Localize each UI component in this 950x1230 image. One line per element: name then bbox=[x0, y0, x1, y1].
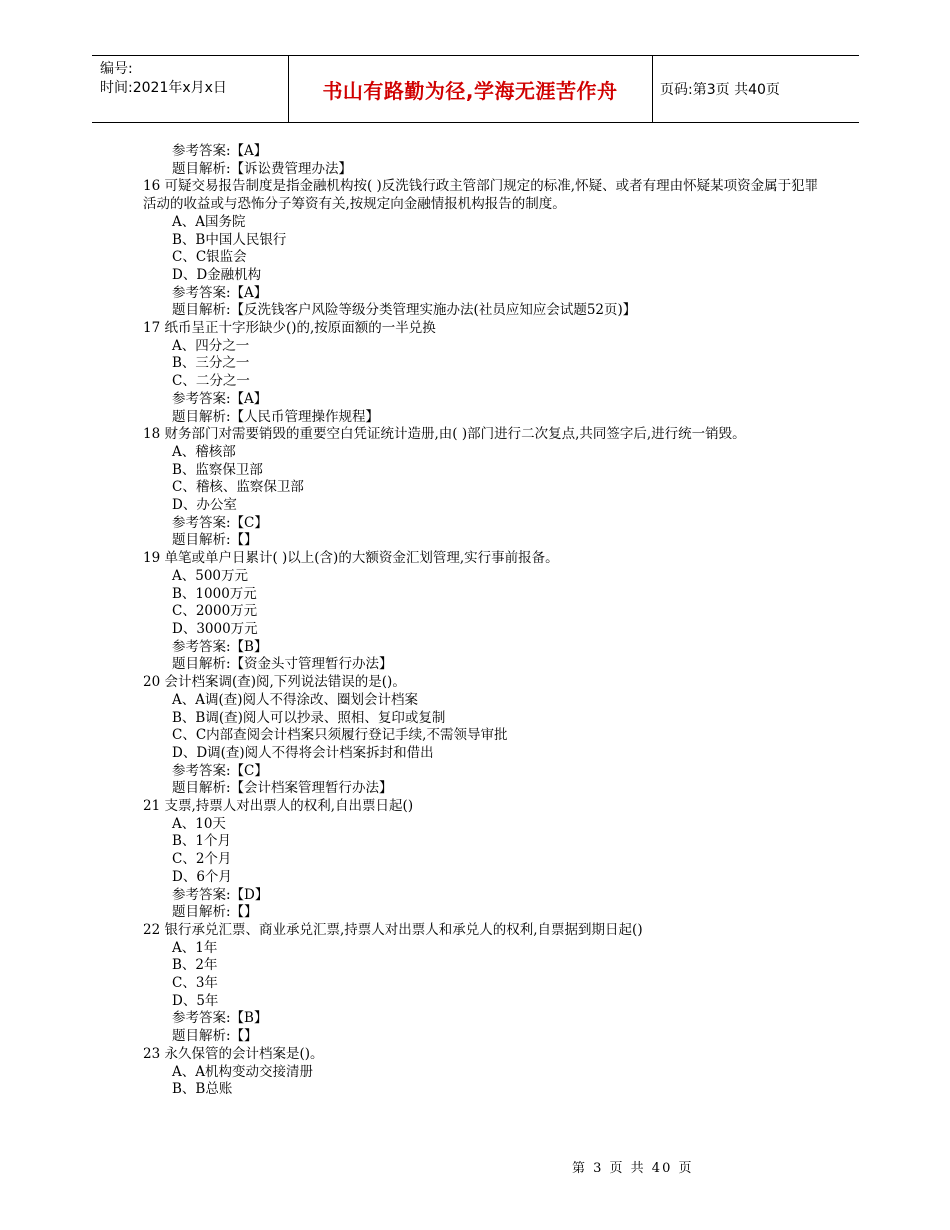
answer-line: 参考答案:【C】 bbox=[172, 514, 268, 531]
question-16: 16 可疑交易报告制度是指金融机构按( )反洗钱行政主管部门规定的标准,怀疑、或者有理由怀疑某项资金属于犯罪活动的收益或与恐怖分子筹资有关,按规定向金融情报机构报告的制度。 bbox=[143, 178, 819, 213]
analysis-line: 题目解析:【反洗钱客户风险等级分类管理实施办法(社员应知应会试题52页)】 bbox=[172, 302, 637, 319]
option-line: C、2个月 bbox=[172, 851, 232, 868]
page-header bbox=[92, 55, 859, 123]
option-line: A、10天 bbox=[172, 815, 226, 832]
option-line: C、二分之一 bbox=[172, 373, 250, 390]
analysis-line: 题目解析:【会计档案管理暂行办法】 bbox=[172, 780, 393, 797]
option-line: A、A调(查)阅人不得涂改、圈划会计档案 bbox=[172, 691, 419, 708]
option-line: B、B中国人民银行 bbox=[172, 231, 287, 248]
question-22: 22 银行承兑汇票、商业承兑汇票,持票人对出票人和承兑人的权利,自票据到期日起() bbox=[143, 921, 643, 938]
answer-line: 参考答案:【A】 bbox=[172, 284, 268, 301]
answer-line: 参考答案:【B】 bbox=[172, 1010, 268, 1027]
question-list bbox=[143, 143, 823, 1099]
page-footer: 第 3 页 共 40 页 bbox=[572, 1161, 694, 1176]
answer-line: 参考答案:【B】 bbox=[172, 638, 268, 655]
analysis-line: 题目解析:【】 bbox=[172, 1028, 258, 1045]
option-line: C、C内部查阅会计档案只须履行登记手续,不需领导审批 bbox=[172, 727, 508, 744]
option-line: B、监察保卫部 bbox=[172, 461, 263, 478]
option-line: C、2000万元 bbox=[172, 603, 258, 620]
option-line: B、2年 bbox=[172, 957, 218, 974]
question-21: 21 支票,持票人对出票人的权利,自出票日起() bbox=[143, 798, 414, 815]
option-line: D、3000万元 bbox=[172, 620, 258, 637]
analysis-line: 题目解析:【资金头寸管理暂行办法】 bbox=[172, 656, 393, 673]
option-line: B、B调(查)阅人可以抄录、照相、复印或复制 bbox=[172, 709, 446, 726]
analysis-line: 题目解析:【人民币管理操作规程】 bbox=[172, 408, 380, 425]
option-line: A、A机构变动交接清册 bbox=[172, 1063, 313, 1080]
option-line: C、C银监会 bbox=[172, 249, 247, 266]
answer-line: 参考答案:【C】 bbox=[172, 762, 268, 779]
answer-line: 参考答案:【D】 bbox=[172, 886, 269, 903]
answer-line: 参考答案:【A】 bbox=[172, 143, 268, 159]
option-line: B、B总账 bbox=[172, 1081, 233, 1098]
option-line: B、1个月 bbox=[172, 833, 232, 850]
option-line: C、3年 bbox=[172, 975, 218, 992]
option-line: D、D金融机构 bbox=[172, 266, 262, 283]
option-line: D、5年 bbox=[172, 992, 219, 1009]
option-line: C、稽核、监察保卫部 bbox=[172, 479, 304, 496]
option-line: A、1年 bbox=[172, 939, 218, 956]
header-meta bbox=[100, 60, 227, 98]
option-line: D、D调(查)阅人不得将会计档案拆封和借出 bbox=[172, 744, 434, 761]
header-divider bbox=[652, 56, 653, 122]
question-19: 19 单笔或单户日累计( )以上(含)的大额资金汇划管理,实行事前报备。 bbox=[143, 550, 559, 567]
answer-line: 参考答案:【A】 bbox=[172, 390, 268, 407]
analysis-line: 题目解析:【】 bbox=[172, 904, 258, 921]
document-time-label: 时间:2021年x月x日 bbox=[100, 80, 227, 96]
option-line: A、500万元 bbox=[172, 567, 249, 584]
option-line: A、A国务院 bbox=[172, 213, 246, 230]
option-line: A、四分之一 bbox=[172, 337, 250, 354]
analysis-line: 题目解析:【诉讼费管理办法】 bbox=[172, 160, 353, 177]
header-page-number: 页码:第3页 共40页 bbox=[660, 82, 780, 98]
question-17: 17 纸币呈正十字形缺少()的,按原面额的一半兑换 bbox=[143, 320, 436, 337]
option-line: A、稽核部 bbox=[172, 443, 236, 460]
option-line: B、1000万元 bbox=[172, 585, 257, 602]
option-line: B、三分之一 bbox=[172, 355, 250, 372]
document-number-label: 编号: bbox=[100, 61, 133, 77]
header-motto: 书山有路勤为径,学海无涯苦作舟 bbox=[322, 78, 618, 103]
option-line: D、6个月 bbox=[172, 868, 232, 885]
analysis-line: 题目解析:【】 bbox=[172, 532, 258, 549]
question-18: 18 财务部门对需要销毁的重要空白凭证统计造册,由( )部门进行二次复点,共同签字后,进行统一销毁。 bbox=[143, 426, 746, 443]
question-20: 20 会计档案调(查)阅,下列说法错误的是()。 bbox=[143, 674, 406, 691]
option-line: D、办公室 bbox=[172, 497, 237, 514]
question-23: 23 永久保管的会计档案是()。 bbox=[143, 1045, 324, 1062]
